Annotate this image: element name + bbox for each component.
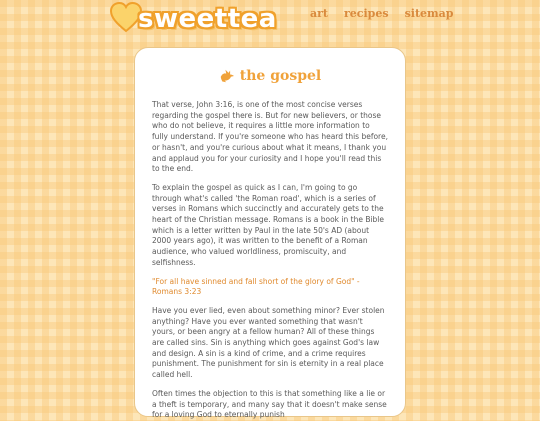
content-card <box>134 47 406 420</box>
dove-icon <box>219 69 235 83</box>
nav-link-art[interactable]: art <box>310 7 329 20</box>
paragraph-roman-road: To explain the gospel as quick as I can, I'm going to go through what's called 'the Roman road', which is a series of verses in Romans which succinctly and accurately gets to the heart of the Christian message. Romans is a book in the Bible which is a letter written by Paul in the late 50's AD (about 2000 years ago), it was written to the benefit of a Roman audience, who valued worldliness, promiscuity, and selfishness. <box>152 182 385 267</box>
logo-text: sweettea <box>138 4 277 34</box>
site-logo[interactable] <box>110 2 277 38</box>
paragraph-objection: Often times the objection to this is that something like a lie or a theft is temporary, and many say that it doesn't make sense for a loving God to eternally punish <box>152 388 387 420</box>
paragraph-intro: That verse, John 3:16, is one of the most concise verses regarding the gospel there is. But for new believers, or those who do not believe, it requires a little more information to fully understand. If you're someone who has heard this before, or hasn't, and you're curious about what it means, I thank you and applaud you for your curiosity and I hope you'll read this to the end. <box>152 100 388 174</box>
paragraph-sin: Have you ever lied, even about something minor? Ever stolen anything? Have you ever wanted something that wasn't yours, or been angry at a fellow human? All of these things are called sins. Sin is anything which goes against God's law and design. A sin is a kind of crime, and a crime requires punishment. The punishment for sin is eternity in a real place called hell. <box>152 305 385 380</box>
nav-link-recipes[interactable]: recipes <box>344 7 389 20</box>
nav-link-sitemap[interactable]: sitemap <box>404 7 454 20</box>
main-nav <box>310 7 454 20</box>
page-title: the gospel <box>239 68 322 84</box>
verse-quote: "For all have sinned and fall short of the glory of God" - Romans 3:23 <box>152 276 360 297</box>
page-heading <box>152 68 388 84</box>
